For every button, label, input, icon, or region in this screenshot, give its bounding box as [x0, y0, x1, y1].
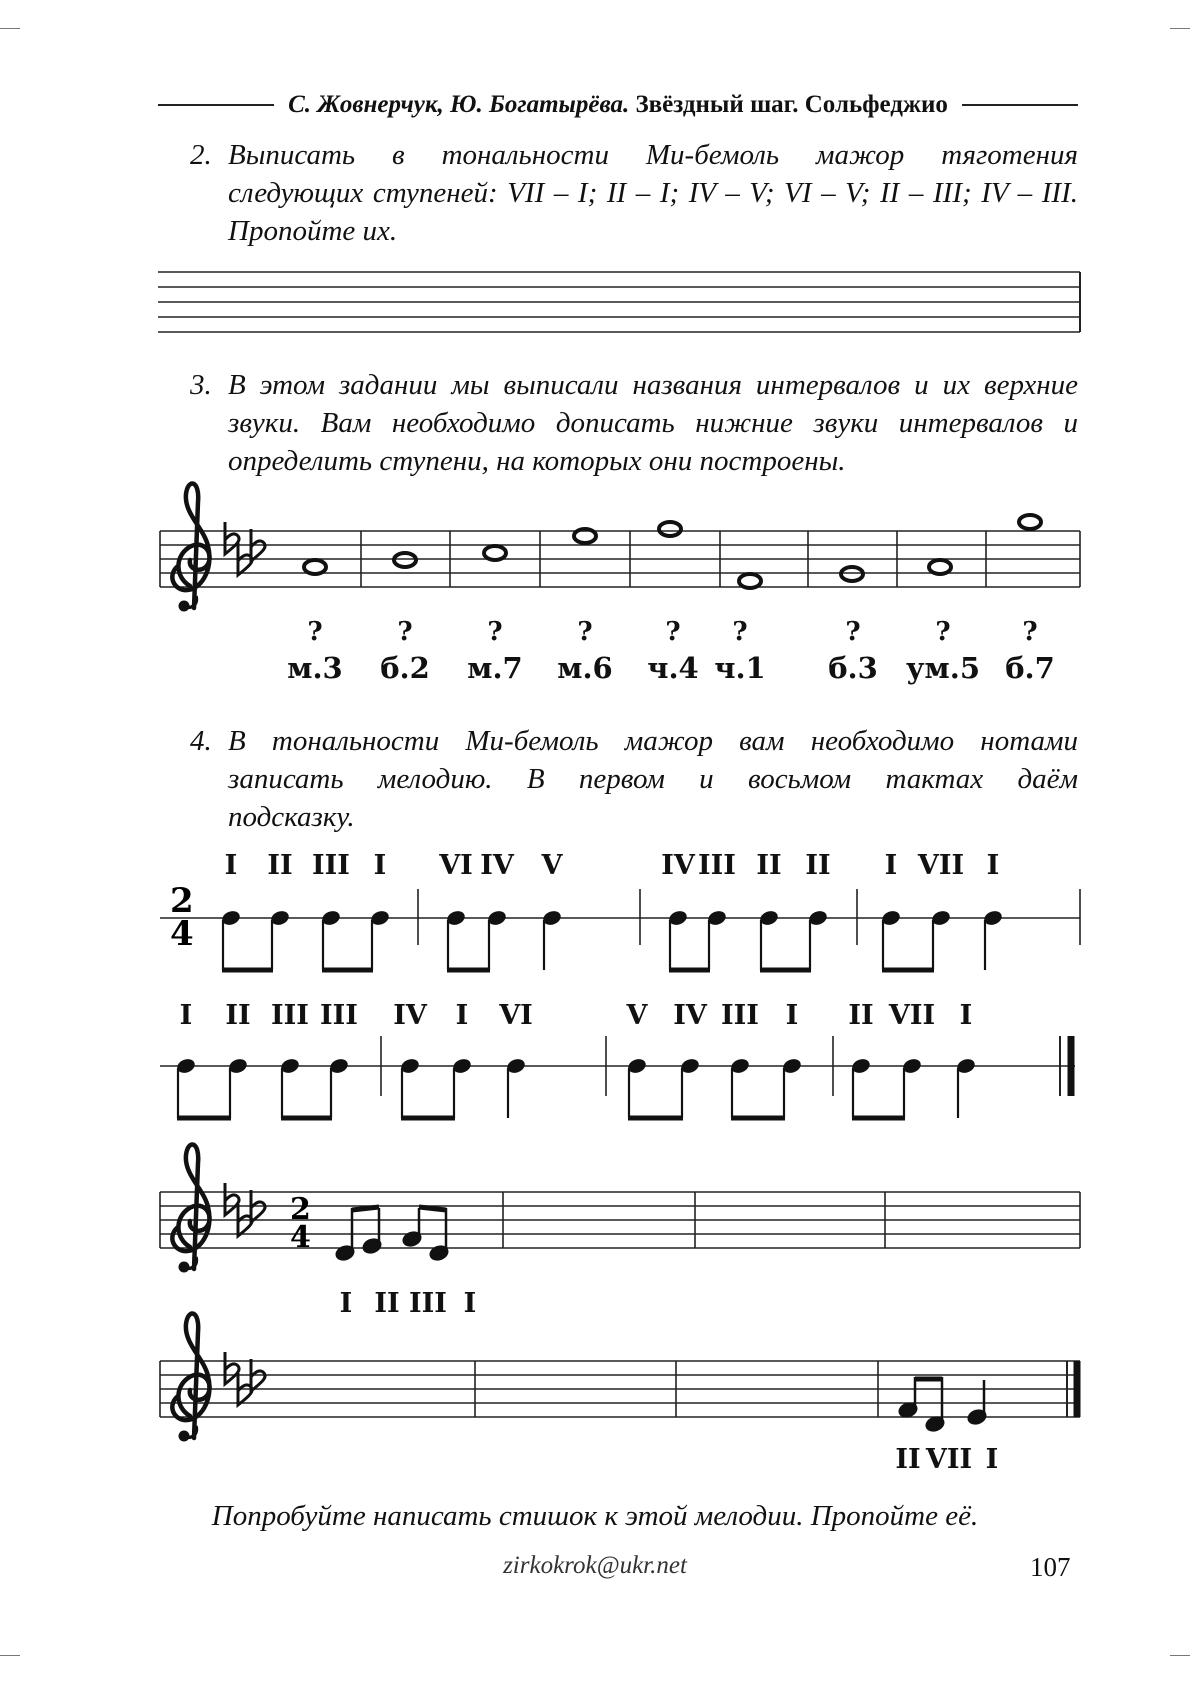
whole-note	[739, 574, 761, 588]
task-line: определить ступени, на которых они построены.	[228, 445, 846, 477]
degree-label: I	[785, 1000, 799, 1031]
degree-label: IV	[673, 1000, 707, 1031]
degree-label: I	[959, 1000, 973, 1031]
task-line: звуки. Вам необходимо дописать нижние звуки интервалов и	[228, 407, 1078, 439]
degree-label: I	[339, 1288, 353, 1319]
whole-note	[1019, 515, 1041, 529]
melody-staff-1	[160, 1145, 1080, 1273]
degree-label: I	[884, 850, 898, 881]
interval-label: ум.5	[905, 651, 981, 685]
treble-clef-icon	[172, 484, 209, 612]
interval-staff	[160, 484, 1080, 612]
task-line: следующих ступеней: VII – I; II – I; IV – V; VI – V; II – III; IV – III.	[228, 177, 1078, 209]
degree-label: VII	[917, 850, 965, 881]
question-mark: ?	[935, 617, 951, 647]
labels	[180, 617, 1055, 1475]
footer-email: zirkokrok@ukr.net	[503, 1552, 687, 1579]
task-line: Выписать в тональности Ми-бемоль мажор тяготения	[228, 139, 1078, 171]
beam	[419, 1207, 446, 1210]
degree-label: III	[698, 850, 736, 881]
time-signature-top: 2	[290, 1192, 311, 1227]
degree-label: III	[320, 1000, 358, 1031]
question-mark: ?	[307, 617, 323, 647]
degree-label: I	[985, 1444, 999, 1475]
degree-label: I	[224, 850, 238, 881]
task-number: 3.	[190, 369, 212, 401]
task-line: записать мелодию. В первом и восьмом тактах даём	[228, 763, 1078, 795]
degree-label: I	[373, 850, 387, 881]
question-mark: ?	[397, 617, 413, 647]
degree-label: III	[721, 1000, 759, 1031]
task-line: Пропойте их.	[228, 215, 398, 247]
header-title: Звёздный шаг. Сольфеджио	[635, 91, 948, 118]
time-signature-bottom: 4	[170, 914, 194, 954]
degree-label: II	[895, 1444, 921, 1475]
page-number: 107	[1030, 1552, 1071, 1582]
task-line: подсказку.	[228, 801, 355, 833]
degree-label: II	[267, 850, 293, 881]
whole-note	[484, 546, 506, 560]
task-line: В тональности Ми-бемоль мажор вам необходимо нотами	[228, 725, 1078, 757]
task-number: 2.	[190, 139, 212, 171]
whole-note	[659, 522, 681, 536]
degree-label: I	[179, 1000, 193, 1031]
degree-label: IV	[661, 850, 695, 881]
degree-label: I	[986, 850, 1000, 881]
interval-label: б.2	[380, 651, 430, 685]
interval-label: ч.4	[647, 651, 699, 685]
degree-label: V	[626, 1000, 648, 1031]
degree-label: II	[805, 850, 831, 881]
interval-label: б.7	[1005, 651, 1055, 685]
task-line: В этом задании мы выписали названия интервалов и их верхние	[228, 369, 1078, 401]
degree-label: III	[409, 1288, 447, 1319]
question-mark: ?	[665, 617, 681, 647]
treble-clef-icon	[172, 1314, 209, 1442]
degree-label: III	[271, 1000, 309, 1031]
degree-label: II	[756, 850, 782, 881]
beam	[352, 1207, 379, 1210]
degree-label: VII	[888, 1000, 936, 1031]
degree-label: VI	[499, 1000, 533, 1031]
interval-label: м.6	[557, 651, 613, 685]
degree-label: II	[848, 1000, 874, 1031]
time-signature-top: 2	[170, 881, 194, 921]
closing-text: Попробуйте написать стишок к этой мелодии. Пропойте её.	[211, 1500, 979, 1532]
question-mark: ?	[577, 617, 593, 647]
degree-label: I	[455, 1000, 469, 1031]
question-mark: ?	[1022, 617, 1038, 647]
question-mark: ?	[487, 617, 503, 647]
interval-label: м.3	[287, 651, 343, 685]
whole-note	[929, 560, 951, 574]
degree-label: II	[374, 1288, 400, 1319]
degree-label: VI	[439, 850, 473, 881]
treble-clef-icon	[172, 1145, 209, 1273]
whole-note	[841, 567, 863, 581]
task-number: 4.	[190, 725, 212, 757]
melody-staff-2	[160, 1314, 1080, 1442]
degree-label: VII	[925, 1444, 973, 1475]
question-mark: ?	[845, 617, 861, 647]
interval-label: б.3	[828, 651, 878, 685]
whole-note	[394, 553, 416, 567]
degree-label: II	[225, 1000, 251, 1031]
question-mark: ?	[732, 617, 748, 647]
blank-staff	[158, 272, 1080, 332]
degree-label: IV	[480, 850, 514, 881]
degree-label: III	[312, 850, 350, 881]
time-signature-bottom: 4	[290, 1220, 311, 1255]
degree-label: IV	[393, 1000, 427, 1031]
degree-label: V	[541, 850, 563, 881]
header-authors: С. Жовнерчук, Ю. Богатырёва.	[288, 91, 630, 118]
interval-label: м.7	[467, 651, 523, 685]
degree-label: I	[463, 1288, 477, 1319]
interval-label: ч.1	[714, 651, 766, 685]
whole-note	[304, 560, 326, 574]
